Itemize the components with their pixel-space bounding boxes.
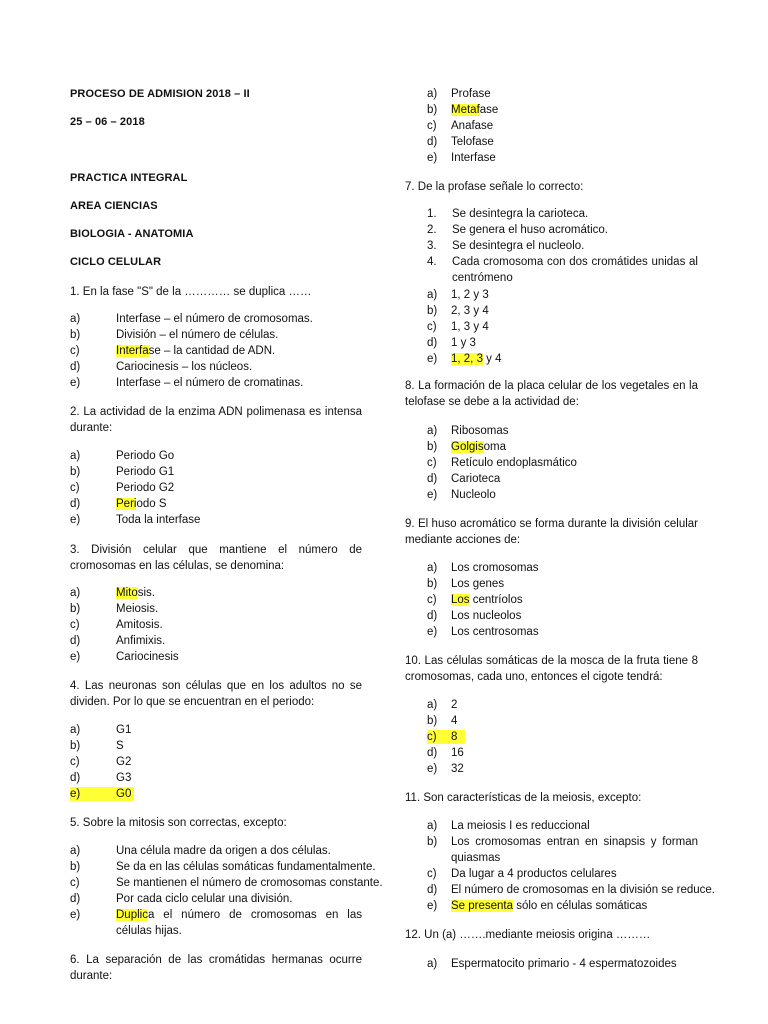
option-text: Espermatocito primario - 4 espermatozoides <box>451 958 677 970</box>
statement-text: Se desintegra el nucleolo. <box>452 240 585 252</box>
header-area: AREA CIENCIAS <box>70 200 158 212</box>
option-text: Interfase – el número de cromatinas. <box>116 377 304 389</box>
option-letter: e) <box>70 514 81 526</box>
option <box>405 471 698 487</box>
highlight: Mito <box>116 587 138 599</box>
option-letter: d) <box>427 337 438 349</box>
option-letter: c) <box>70 482 80 494</box>
option-letter: b) <box>427 441 438 453</box>
option <box>405 697 698 713</box>
option-text: Los nucleolos <box>451 610 522 622</box>
option-text: Telofase <box>451 136 494 148</box>
option <box>70 633 362 649</box>
option-letter: d) <box>70 635 81 647</box>
highlight: Se presenta <box>451 900 514 912</box>
question-2: 2. La actividad de la enzima ADN polimenasa es intensa durante: <box>70 406 362 434</box>
option-text: 1 y 3 <box>451 337 476 349</box>
option-letter: b) <box>427 104 438 116</box>
question-1: 1. En la fase "S" de la ………… se duplica …… <box>70 286 312 298</box>
option <box>405 592 698 608</box>
highlight: Peri <box>116 498 137 510</box>
option-text: G3 <box>116 772 132 784</box>
option <box>405 956 698 972</box>
statement-number: 1. <box>427 208 437 220</box>
option-text: G2 <box>116 756 132 768</box>
option-text: Los cromosomas entran en sinapsis y forman quiasmas <box>451 836 698 864</box>
option-letter: a) <box>427 699 438 711</box>
option-text: 16 <box>451 747 464 759</box>
option <box>70 464 362 480</box>
option <box>405 576 698 592</box>
option-letter: a) <box>70 313 81 325</box>
option-text: Interfase – el número de cromosomas. <box>116 313 313 325</box>
header-practice: PRACTICA INTEGRAL <box>70 172 188 184</box>
option-letter: a) <box>70 724 81 736</box>
option-text: Los centrosomas <box>451 626 539 638</box>
header-process: PROCESO DE ADMISION 2018 – II <box>70 88 250 100</box>
option-letter: a) <box>427 88 438 100</box>
statement-number: 2. <box>427 224 437 236</box>
question-10: 10. Las células somáticas de la mosca de la fruta tiene 8 cromosomas, cada uno, entonces el cigote tendrá: <box>405 655 698 683</box>
question-12: 12. Un (a) …….mediante meiosis origina ……… <box>405 929 651 941</box>
statement-text: Cada cromosoma con dos cromátides unidas al centrómeno <box>452 256 698 284</box>
option-text: Metafase <box>451 104 499 116</box>
option <box>70 770 362 786</box>
option-text: G1 <box>116 724 132 736</box>
option <box>405 455 698 471</box>
option-letter: d) <box>70 772 81 784</box>
option <box>70 738 362 754</box>
option-text: 2 <box>451 699 458 711</box>
option-letter: a) <box>70 587 81 599</box>
option <box>405 335 698 351</box>
option <box>405 150 698 166</box>
option-text: Los centríolos <box>451 594 523 606</box>
option-letter: c) <box>427 120 437 132</box>
option-text: Retículo endoplasmático <box>451 457 577 469</box>
option-letter: e) <box>427 626 438 638</box>
option <box>70 343 362 359</box>
option-letter: e) <box>427 900 438 912</box>
option-letter: b) <box>427 305 438 317</box>
question-4: 4. Las neuronas son células que en los adultos no se dividen. Por lo que se encuentran en el periodo: <box>70 680 362 708</box>
option <box>405 351 698 367</box>
option-text: La meiosis I es reduccional <box>451 820 590 832</box>
option <box>405 818 698 834</box>
option <box>405 102 698 118</box>
option-letter: a) <box>427 820 438 832</box>
option-letter: d) <box>70 361 81 373</box>
option <box>405 303 698 319</box>
option <box>405 898 698 914</box>
option <box>70 512 362 528</box>
highlight: Los <box>451 594 470 606</box>
option-text: Periodo G2 <box>116 482 175 494</box>
option <box>405 761 698 777</box>
option-text: 1, 2 y 3 <box>451 289 489 301</box>
option-text: Ribosomas <box>451 425 509 437</box>
highlight: Golgis <box>451 441 484 453</box>
option-letter: b) <box>70 329 81 341</box>
option-letter: c) <box>70 877 80 889</box>
option-text: 2, 3 y 4 <box>451 305 489 317</box>
option-text: Cariocinesis <box>116 651 179 663</box>
option <box>70 617 362 633</box>
option-letter: c) <box>427 868 437 880</box>
option <box>405 866 698 882</box>
header-date: 25 – 06 – 2018 <box>70 116 145 128</box>
option <box>70 448 362 464</box>
option-text: 4 <box>451 715 458 727</box>
option-text: Se presenta sólo en células somáticas <box>451 900 648 912</box>
option <box>70 859 376 875</box>
option-letter: d) <box>70 893 81 905</box>
option <box>70 754 362 770</box>
option-text: 32 <box>451 763 464 775</box>
question-9: 9. El huso acromático se forma durante la división celular mediante acciones de: <box>405 518 698 546</box>
option-text: Periodo G1 <box>116 466 175 478</box>
option-text: Profase <box>451 88 491 100</box>
option <box>70 375 362 391</box>
option-text: Periodo S <box>116 498 167 510</box>
question-5: 5. Sobre la mitosis son correctas, excepto: <box>70 817 287 829</box>
option-letter: e) <box>427 353 438 365</box>
option <box>70 359 362 375</box>
option-text: Anafase <box>451 120 494 132</box>
option <box>70 649 362 665</box>
option-letter: c) <box>427 594 437 606</box>
option-letter: b) <box>427 836 438 848</box>
option-text: Interfase <box>451 152 496 164</box>
option-text: Se da en las células somáticas fundamentalmente. <box>116 861 376 873</box>
option-letter: b) <box>427 715 438 727</box>
option <box>405 624 698 640</box>
question-8: 8. La formación de la placa celular de los vegetales en la telofase se debe a la actividad de: <box>405 380 698 408</box>
statement-number: 3. <box>427 240 437 252</box>
option-text: Duplica el número de cromosomas en las células hijas. <box>116 909 362 937</box>
option-text: Una célula madre da origen a dos células. <box>116 845 331 857</box>
option <box>70 875 383 891</box>
option <box>405 287 698 303</box>
option <box>70 843 362 859</box>
highlight: Metaf <box>451 104 480 116</box>
option-letter: b) <box>70 861 81 873</box>
option-text: S <box>116 740 124 752</box>
option <box>70 585 362 601</box>
option-text: Da lugar a 4 productos celulares <box>451 868 617 880</box>
option-text: Periodo Go <box>116 450 175 462</box>
option-text: Toda la interfase <box>116 514 201 526</box>
option-letter: d) <box>70 498 81 510</box>
option-text: Golgisoma <box>451 441 506 453</box>
header-subject: BIOLOGIA - ANATOMIA <box>70 228 194 240</box>
option-text: G0 <box>116 788 132 800</box>
option <box>70 891 362 907</box>
option-letter: d) <box>427 747 438 759</box>
option-text: Interfase – la cantidad de ADN. <box>116 345 276 357</box>
option-text: Se mantienen el número de cromosomas constante. <box>116 877 383 889</box>
option-letter: c) <box>70 619 80 631</box>
option-letter: c) <box>427 457 437 469</box>
option-letter: e) <box>70 651 81 663</box>
option-letter: a) <box>427 289 438 301</box>
option <box>70 722 362 738</box>
option-letter: e) <box>70 377 81 389</box>
statement-text: Se desintegra la carioteca. <box>452 208 589 220</box>
option <box>70 496 362 512</box>
option <box>70 480 362 496</box>
option-text: Meiosis. <box>116 603 159 615</box>
option-letter: c) <box>427 731 437 743</box>
option-text: 8 <box>451 731 458 743</box>
option-letter: c) <box>70 345 80 357</box>
option-text: Los genes <box>451 578 505 590</box>
option-letter: e) <box>70 788 81 800</box>
option-highlighted <box>405 729 698 745</box>
option <box>405 487 698 503</box>
option-text: 1, 3 y 4 <box>451 321 489 333</box>
option-letter: a) <box>70 845 81 857</box>
option-letter: b) <box>427 578 438 590</box>
option <box>405 882 715 898</box>
option-letter: b) <box>70 466 81 478</box>
question-6: 6. La separación de las cromátidas hermanas ocurre durante: <box>70 954 362 982</box>
option-text: 1, 2, 3 y 4 <box>451 353 502 365</box>
option-highlighted <box>70 786 362 802</box>
header-topic: CICLO CELULAR <box>70 256 162 268</box>
option-letter: a) <box>70 450 81 462</box>
option-letter: b) <box>70 740 81 752</box>
option <box>405 745 698 761</box>
option <box>405 319 698 335</box>
option-letter: d) <box>427 136 438 148</box>
option-text: División – el número de células. <box>116 329 279 341</box>
option-letter: d) <box>427 610 438 622</box>
option-letter: d) <box>427 884 438 896</box>
question-7: 7. De la profase señale lo correcto: <box>405 181 584 193</box>
option-letter: d) <box>427 473 438 485</box>
highlight: Duplic <box>116 909 148 921</box>
highlight: Interfa <box>116 345 149 357</box>
question-11: 11. Son características de la meiosis, excepto: <box>405 792 642 804</box>
option <box>405 134 698 150</box>
option-text: Cariocinesis – los núcleos. <box>116 361 253 373</box>
option-letter: c) <box>427 321 437 333</box>
option <box>405 86 698 102</box>
option-letter: a) <box>427 425 438 437</box>
option <box>70 601 362 617</box>
option-letter: e) <box>70 909 81 921</box>
statement-text: Se genera el huso acromático. <box>452 224 608 236</box>
option-text: Anfimixis. <box>116 635 166 647</box>
option-letter: c) <box>70 756 80 768</box>
option-letter: b) <box>70 603 81 615</box>
option-text: Los cromosomas <box>451 562 539 574</box>
option <box>405 713 698 729</box>
option-text: Carioteca <box>451 473 501 485</box>
option-text: Mitosis. <box>116 587 155 599</box>
question-3: 3. División celular que mantiene el número de cromosomas en las células, se denomina: <box>70 544 362 572</box>
option <box>70 311 362 327</box>
option-letter: a) <box>427 958 438 970</box>
option <box>405 423 698 439</box>
option-text: Nucleolo <box>451 489 496 501</box>
option-text: Amitosis. <box>116 619 163 631</box>
highlight: 1, 2, 3 <box>451 353 483 365</box>
option <box>405 608 698 624</box>
option-letter: e) <box>427 763 438 775</box>
option <box>405 439 698 455</box>
statement-number: 4. <box>427 256 437 268</box>
option <box>405 118 698 134</box>
option-letter: e) <box>427 152 438 164</box>
option <box>70 327 362 343</box>
option-text: El número de cromosomas en la división se reduce. <box>451 884 715 896</box>
option-letter: e) <box>427 489 438 501</box>
option <box>405 560 698 576</box>
option-text: Por cada ciclo celular una división. <box>116 893 293 905</box>
option-letter: a) <box>427 562 438 574</box>
